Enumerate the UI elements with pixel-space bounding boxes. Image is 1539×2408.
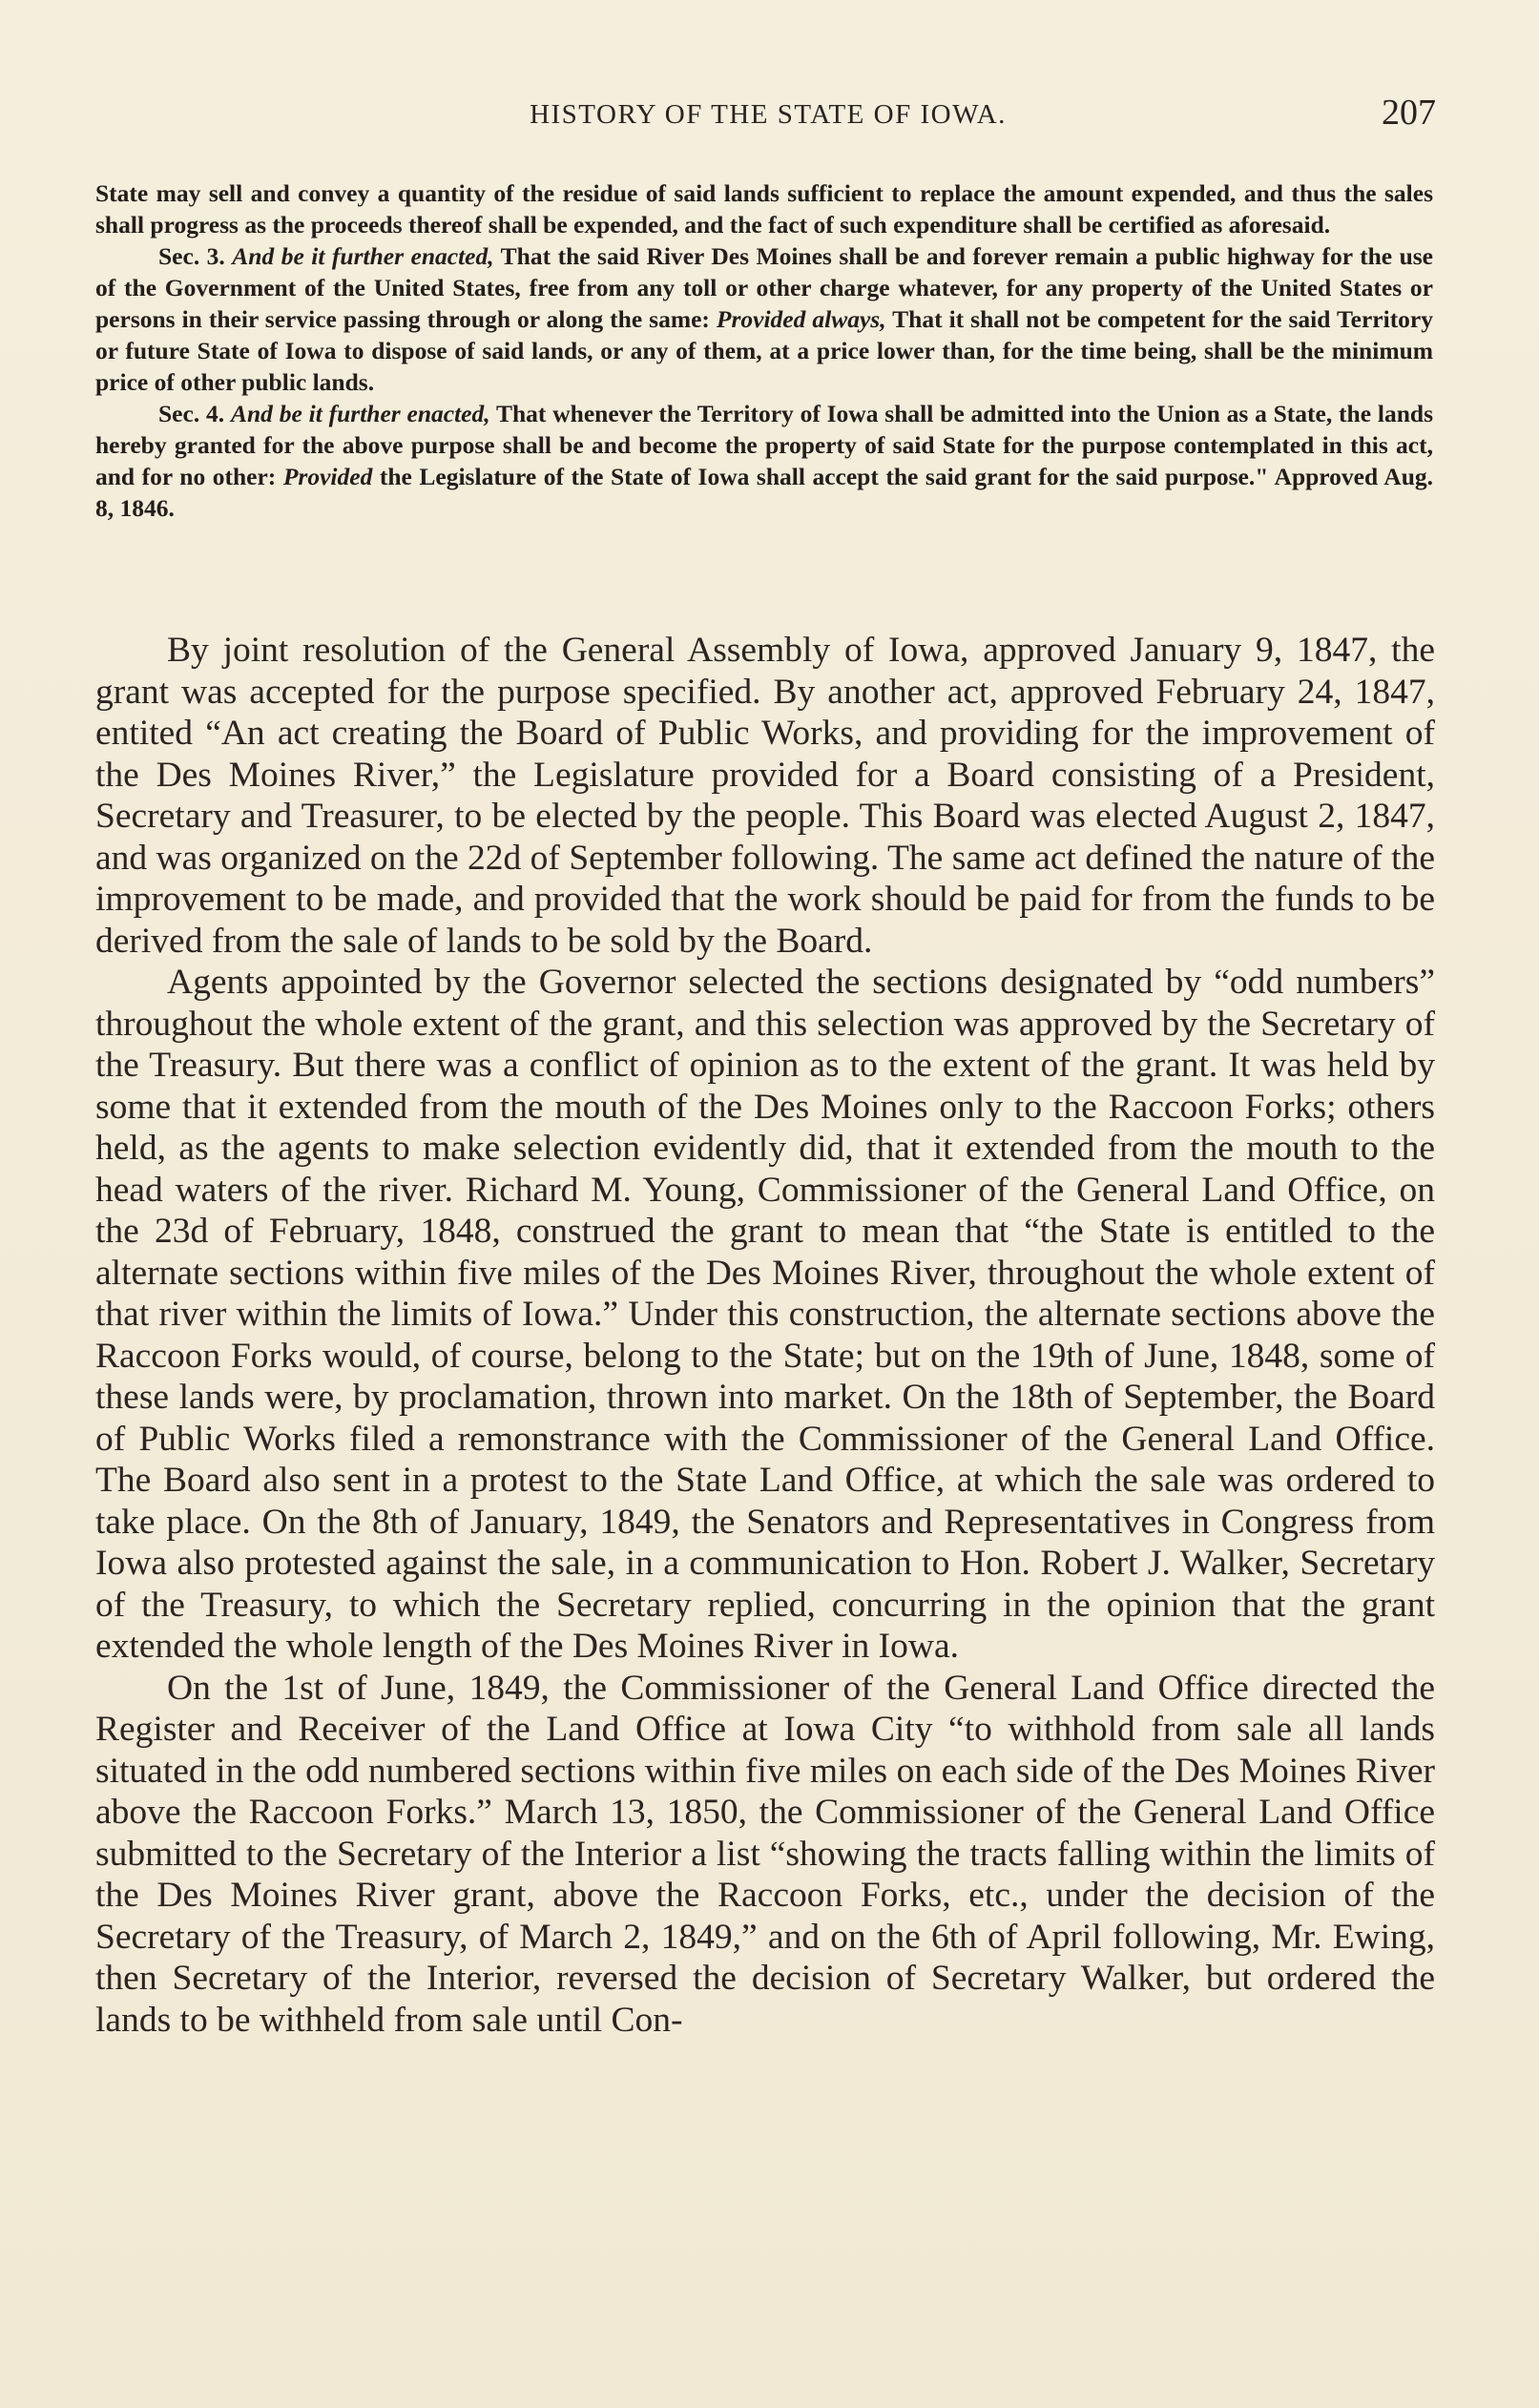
statute-excerpt bbox=[95, 177, 1433, 524]
running-head: HISTORY OF THE STATE OF IOWA. bbox=[530, 99, 1007, 130]
section-text: That the said River Des Moines shall be and forever remain a public highway for the use of the Government of the United States, free from any toll or other charge whatever, for any property of the United States or persons in their service passing through or along the same: bbox=[95, 242, 1433, 333]
body-text bbox=[95, 630, 1435, 2041]
body-paragraph: Agents appointed by the Governor selected the sections designated by “odd numbers” throughout the whole extent of the grant, and this selection was approved by the Secretary of the Treasury. But there was a conflict of opinion as to the extent of the grant. It was held by some that it extended from the mouth of the Des Moines only to the Raccoon Forks; others held, as the agents to make selection evidently did, that it extended from the mouth to the head waters of the river. Richard M. Young, Commissioner of the General Land Office, on the 23d of February, 1848, construed the grant to mean that “the State is entitled to the alternate sections within five miles of the Des Moines River, throughout the whole extent of that river within the limits of Iowa.” Under this construction, the alternate sections above the Raccoon Forks would, of course, belong to the State; but on the 19th of June, 1848, some of these lands were, by proclamation, thrown into market. On the 18th of September, the Board of Public Works filed a remonstrance with the Commissioner of the General Land Office. The Board also sent in a protest to the State Land Office, at which the sale was ordered to take place. On the 8th of January, 1849, the Senators and Representatives in Congress from Iowa also protested against the sale, in a communication to Hon. Robert J. Walker, Secretary of the Treasury, to which the Secretary replied, concurring in the opinion that the grant extended the whole length of the Des Moines River in Iowa. bbox=[95, 963, 1435, 1666]
section-text: That whenever the Territory of Iowa shall be admitted into the Union as a State, the lands hereby granted for the above purpose shall be and become the property of said State for the purpose contemplated in this act, and for no other: bbox=[95, 400, 1433, 490]
statute-section-3 bbox=[95, 240, 1433, 398]
page-header bbox=[100, 92, 1436, 139]
body-paragraph: By joint resolution of the General Assembly of Iowa, approved January 9, 1847, the grant was accepted for the purpose specified. By another act, approved February 24, 1847, entited “An act creating the Board of Public Works, and providing for the improvement of the Des Moines River,” the Legislature provided for a Board consisting of a President, Secretary and Treasurer, to be elected by the people. This Board was elected August 2, 1847, and was organized on the 22d of September following. The same act defined the nature of the improvement to be made, and provided that the work should be paid for from the funds to be derived from the sale of lands to be sold by the Board. bbox=[95, 631, 1435, 961]
enacting-clause: And be it further enacted, bbox=[230, 400, 490, 427]
enacting-clause: And be it further enacted, bbox=[232, 242, 494, 270]
section-text: the Legislature of the State of Iowa shall accept the said grant for the said purpose." Approved Aug. 8, 1846. bbox=[95, 463, 1434, 522]
body-paragraph: On the 1st of June, 1849, the Commissioner of the General Land Office directed the Register and Receiver of the Land Office at Iowa City “to withhold from sale all lands situated in the odd numbered sections within five miles on each side of the Des Moines River above the Raccoon Forks.” March 13, 1850, the Commissioner of the General Land Office submitted to the Secretary of the Interior a list “showing the tracts falling within the limits of the Des Moines River grant, above the Raccoon Forks, etc., under the decision of the Secretary of the Treasury, of March 2, 1849,” and on the 6th of April following, Mr. Ewing, then Secretary of the Interior, reversed the decision of Secretary Walker, but ordered the lands to be withheld from sale until Con- bbox=[95, 1668, 1435, 2040]
proviso: Provided bbox=[282, 463, 373, 490]
section-label: Sec. 4. bbox=[158, 400, 225, 427]
statute-continuation: State may sell and convey a quantity of the residue of said lands sufficient to replace the amount expended, and thus the sales shall progress as the proceeds thereof shall be expended, and the fact of such expenditure shall be certified as aforesaid. bbox=[95, 179, 1433, 239]
proviso: Provided always, bbox=[716, 305, 886, 333]
section-text: That it shall not be competent for the said Territory or future State of Iowa to dispose of said lands, or any of them, at a price lower than, for the time being, shall be the minimum price of other public lands. bbox=[95, 305, 1433, 396]
statute-section-4 bbox=[95, 398, 1433, 524]
page-number: 207 bbox=[1382, 93, 1436, 133]
section-label: Sec. 3. bbox=[158, 242, 225, 270]
